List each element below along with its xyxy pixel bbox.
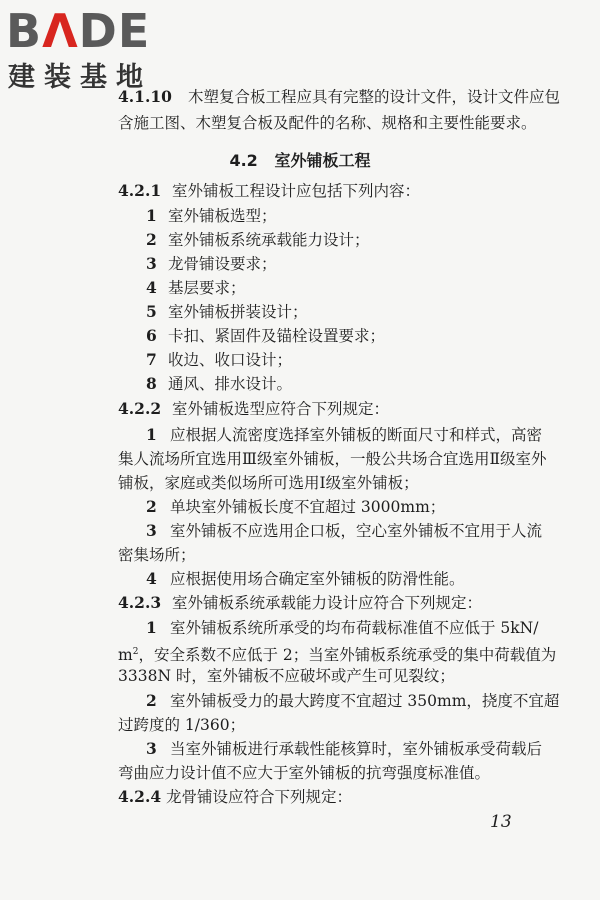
logo-mark: BΛDE (6, 4, 151, 58)
clause-number: 4.1.10 (118, 87, 172, 106)
section-heading: 4.2 室外铺板工程 (229, 151, 371, 170)
document-page: BΛDE 建装基地 4.1.10 木塑复合板工程应具有完整的设计文件，设计文件应包 含施工图、木塑复合板及配件的名称、规格和主要性能要求。 4.2 室外铺板工程 4.2.1 室外铺板工程设计应包括下列内容： 1 室外铺板选型； 2 室外铺板系统承载能力设计； 3 龙骨铺设要求； 4 基层要求； 5 室外铺板拼装设计； 6 卡扣、紧固件及锚栓设置要求； 7 收边、收口设计； 8 通风、排水设计。 4.2.2 室外铺板选型应符合下列规定： 1 应根据人流密度选择室外铺板的断面尺寸和样式，高密 集人流场所宜选用Ⅲ级室外铺板，一般公共场合宜选用Ⅱ级室外 铺板，家庭或类似场所可选用Ⅰ级室外铺板； 2 单块室外铺板长度不宜超过 3000mm； 3 室外铺板不应选用企口板，空心室外铺板不宜用于人流 密集场所； 4 应根据使用场合确定室外铺板的防滑性能。 4.2.3 室外铺板系统承载能力设计应符合下列规定： 1 室外铺板系统所承受的均布荷载标准值不应低于 5kN/ $m^2$，安全系数不应低于 2；当室外铺板系统承受的集中荷载值为 3338N 时，室外铺板不应破坏或产生可见裂纹； 2 室外铺板受力的最大跨度不宜超过 350mm，挠度不宜超 过跨度的 1/360； 3 当室外铺板进行承载性能核算时，室外铺板承受荷载后 弯曲应力设计值不应大于室外铺板的抗弯强度标准值。 4.2.4 龙骨铺设应符合下列规定： 13 (0, 0, 600, 900)
logo-subtitle: 建装基地 (8, 62, 152, 93)
page-number: 13 (490, 812, 512, 832)
